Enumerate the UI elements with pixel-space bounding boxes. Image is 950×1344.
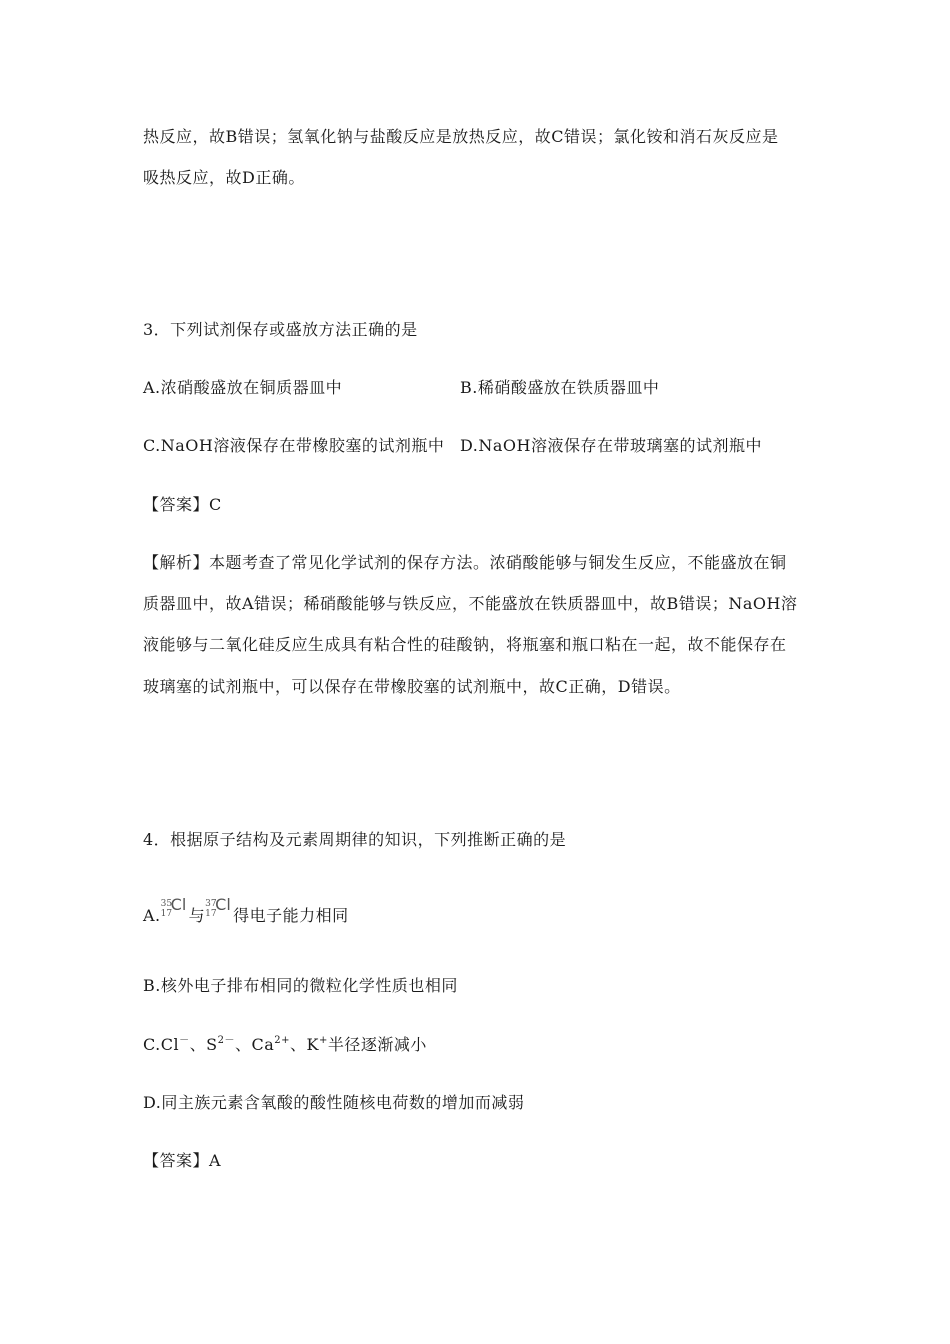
option-c-suffix: 半径逐渐减小 <box>327 1035 427 1054</box>
ion-potassium: K <box>306 1035 319 1054</box>
ion-chloride: Cl <box>160 1035 180 1054</box>
ion-sulfide: S <box>206 1035 218 1054</box>
prev-explanation-line-2: 吸热反应，故D正确。 <box>143 168 305 187</box>
nuclide-atomic-number: 17 <box>205 909 217 919</box>
chlorine-35-nuclide <box>160 895 189 923</box>
question-3-option-a: A.浓硝酸盛放在铜质器皿中 <box>143 378 343 397</box>
option-c-prefix: C. <box>143 1035 161 1054</box>
question-3-explanation-line-1: 【解析】本题考查了常见化学试剂的保存方法。浓硝酸能够与铜发生反应，不能盛放在铜 <box>143 553 787 572</box>
ion-potassium-charge: + <box>319 1035 328 1046</box>
question-4-option-c <box>143 1035 427 1055</box>
question-4-option-d: D.同主族元素含氧酸的酸性随核电荷数的增加而减弱 <box>143 1093 525 1112</box>
option-a-connector: 与 <box>188 906 206 925</box>
ion-chloride-charge: － <box>179 1035 190 1046</box>
separator: 、 <box>234 1035 252 1054</box>
question-3-stem: 3．下列试剂保存或盛放方法正确的是 <box>143 320 418 339</box>
nuclide-symbol: Cl <box>215 895 231 914</box>
question-3-answer: 【答案】C <box>143 495 222 514</box>
separator: 、 <box>290 1035 307 1054</box>
question-3-option-d: D.NaOH溶液保存在带玻璃塞的试剂瓶中 <box>460 436 762 455</box>
question-3-explanation-line-2: 质器皿中，故A错误；稀硝酸能够与铁反应，不能盛放在铁质器皿中，故B错误；NaOH溶 <box>143 594 798 613</box>
nuclide-symbol: Cl <box>170 895 187 914</box>
question-3-option-c: C.NaOH溶液保存在带橡胶塞的试剂瓶中 <box>143 436 445 455</box>
nuclide-atomic-number: 17 <box>160 909 173 919</box>
question-3-explanation-line-3: 液能够与二氧化硅反应生成具有粘合性的硅酸钠，将瓶塞和瓶口粘在一起，故不能保存在 <box>143 635 787 654</box>
question-4-stem: 4．根据原子结构及元素周期律的知识，下列推断正确的是 <box>143 830 567 849</box>
nuclide-mass-number: 37 <box>205 899 217 909</box>
question-3-option-b: B.稀硝酸盛放在铁质器皿中 <box>460 378 660 397</box>
ion-calcium: Ca <box>251 1035 275 1054</box>
question-4-answer: 【答案】A <box>143 1151 222 1170</box>
question-4-option-a <box>143 895 349 926</box>
ion-sulfide-charge: 2－ <box>217 1035 235 1046</box>
option-a-prefix: A. <box>143 906 161 925</box>
option-a-suffix: 得电子能力相同 <box>233 906 349 925</box>
nuclide-mass-number: 35 <box>160 899 173 909</box>
ion-calcium-charge: 2+ <box>274 1035 291 1046</box>
question-3-explanation-line-4: 玻璃塞的试剂瓶中，可以保存在带橡胶塞的试剂瓶中，故C正确，D错误。 <box>143 677 681 696</box>
question-4-option-b: B.核外电子排布相同的微粒化学性质也相同 <box>143 976 458 995</box>
chlorine-37-nuclide <box>205 895 233 923</box>
prev-explanation-line-1: 热反应，故B错误；氢氧化钠与盐酸反应是放热反应，故C错误；氯化铵和消石灰反应是 <box>143 127 779 146</box>
separator: 、 <box>189 1035 207 1054</box>
